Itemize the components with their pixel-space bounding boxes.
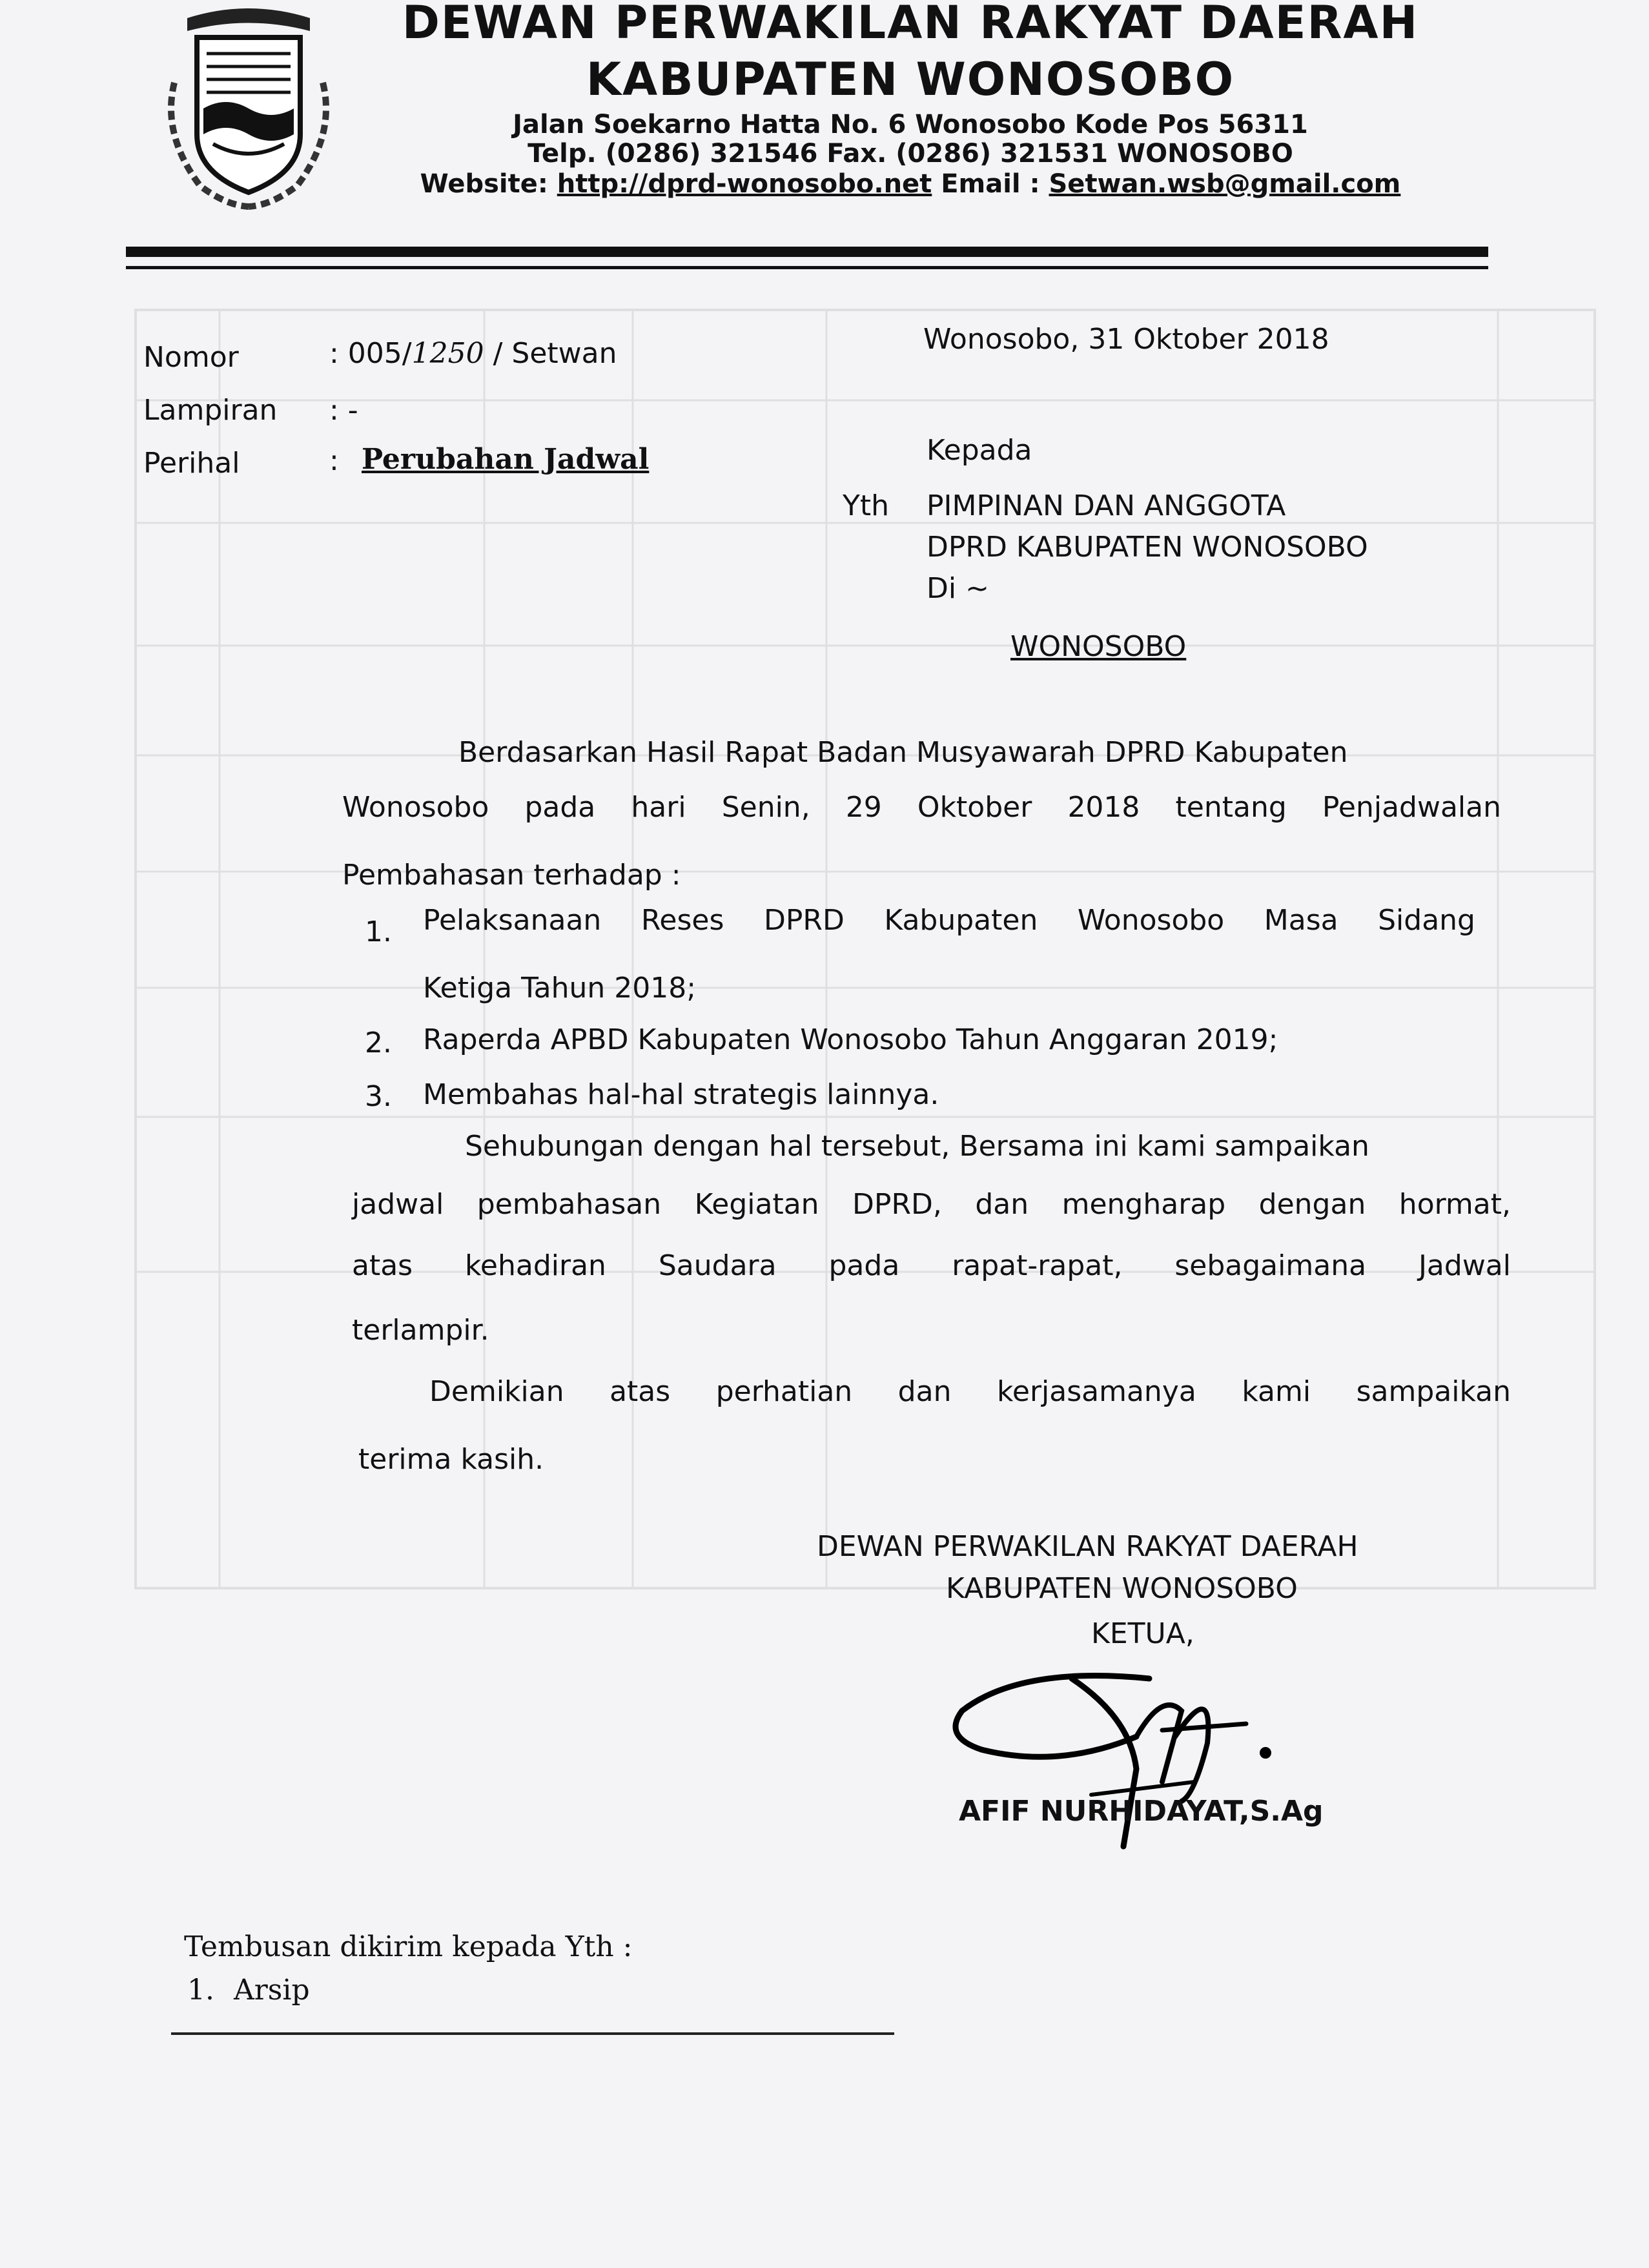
nomor-label: Nomor: [143, 341, 239, 374]
regency-emblem-icon: [161, 5, 336, 210]
cc-item-text: Arsip: [234, 1974, 310, 2007]
yth-label: Yth: [843, 489, 890, 522]
recipient-line1: PIMPINAN DAN ANGGOTA: [927, 489, 1286, 522]
website-link[interactable]: http://dprd-wonosobo.net: [557, 169, 932, 199]
cc-label: Tembusan dikirim kepada Yth :: [184, 1930, 633, 1963]
list-item-text: Membahas hal-hal strategis lainnya.: [423, 1078, 939, 1111]
list-item-text: Pelaksanaan Reses DPRD Kabupaten Wonosobo Masa Sidang: [423, 904, 1475, 937]
p2-line3: atas kehadiran Saudara pada rapat-rapat, sebagaimana Jadwal: [352, 1249, 1511, 1282]
perihal-subject: Perubahan Jadwal: [362, 443, 650, 476]
perihal-colon: :: [329, 444, 339, 477]
footer-rule: [171, 2032, 894, 2035]
p2-line2: jadwal pembahasan Kegiatan DPRD, dan mengharap dengan hormat,: [352, 1188, 1511, 1221]
email-link[interactable]: Setwan.wsb@gmail.com: [1049, 169, 1401, 199]
p1-line3: Pembahasan terhadap :: [342, 859, 681, 892]
list-item-text: Raperda APBD Kabupaten Wonosobo Tahun Anggaran 2019;: [423, 1023, 1278, 1056]
letterhead-divider-thick: [126, 247, 1488, 257]
perihal-label: Perihal: [143, 447, 240, 480]
letter-date: Wonosobo, 31 Oktober 2018: [923, 323, 1329, 356]
p3-line2: terima kasih.: [358, 1443, 544, 1476]
nomor-handwritten-number: 1250: [411, 337, 484, 370]
signature-org-line2: KABUPATEN WONOSOBO: [946, 1572, 1298, 1605]
letterhead-title-line2: KABUPATEN WONOSOBO: [586, 53, 1235, 106]
website-label: Website:: [420, 169, 557, 199]
recipient-line2: DPRD KABUPATEN WONOSOBO: [927, 531, 1368, 564]
p2-line4: terlampir.: [352, 1314, 489, 1347]
cc-item-number: 1.: [187, 1974, 214, 2007]
signature-role: KETUA,: [1091, 1617, 1194, 1650]
letterhead-contact: [362, 169, 1459, 199]
letterhead-divider-thin: [126, 266, 1488, 269]
letterhead-title-line1: DEWAN PERWAKILAN RAKYAT DAERAH: [402, 0, 1419, 49]
signatory-name: AFIF NURHIDAYAT,S.Ag: [959, 1795, 1324, 1828]
letterhead-address: Jalan Soekarno Hatta No. 6 Wonosobo Kode Pos 56311: [513, 110, 1308, 139]
nomor-suffix: / Setwan: [484, 337, 617, 370]
recipient-city: WONOSOBO: [1010, 630, 1187, 663]
lampiran-label: Lampiran: [143, 394, 278, 427]
letterhead-phone: Telp. (0286) 321546 Fax. (0286) 321531 WONOSOBO: [527, 139, 1293, 169]
p2-line1: Sehubungan dengan hal tersebut, Bersama ini kami sampaikan: [465, 1130, 1369, 1163]
recipient-di: Di ~: [927, 572, 989, 605]
lampiran-value: : -: [329, 394, 358, 427]
nomor-prefix: : 005/: [329, 337, 412, 370]
p1-line1: Berdasarkan Hasil Rapat Badan Musyawarah DPRD Kabupaten: [458, 736, 1348, 769]
list-item-number: 2.: [365, 1027, 392, 1059]
list-item-number: 3.: [365, 1080, 392, 1113]
signature-org-line1: DEWAN PERWAKILAN RAKYAT DAERAH: [817, 1530, 1358, 1563]
kepada-label: Kepada: [927, 434, 1032, 467]
email-label: Email :: [932, 169, 1049, 199]
p3-line1: Demikian atas perhatian dan kerjasamanya kami sampaikan: [429, 1375, 1511, 1408]
p1-line2: Wonosobo pada hari Senin, 29 Oktober 2018 tentang Penjadwalan: [342, 791, 1501, 824]
nomor-value: [329, 337, 617, 370]
list-item-number: 1.: [365, 915, 392, 948]
list-item-text-cont: Ketiga Tahun 2018;: [423, 972, 697, 1005]
